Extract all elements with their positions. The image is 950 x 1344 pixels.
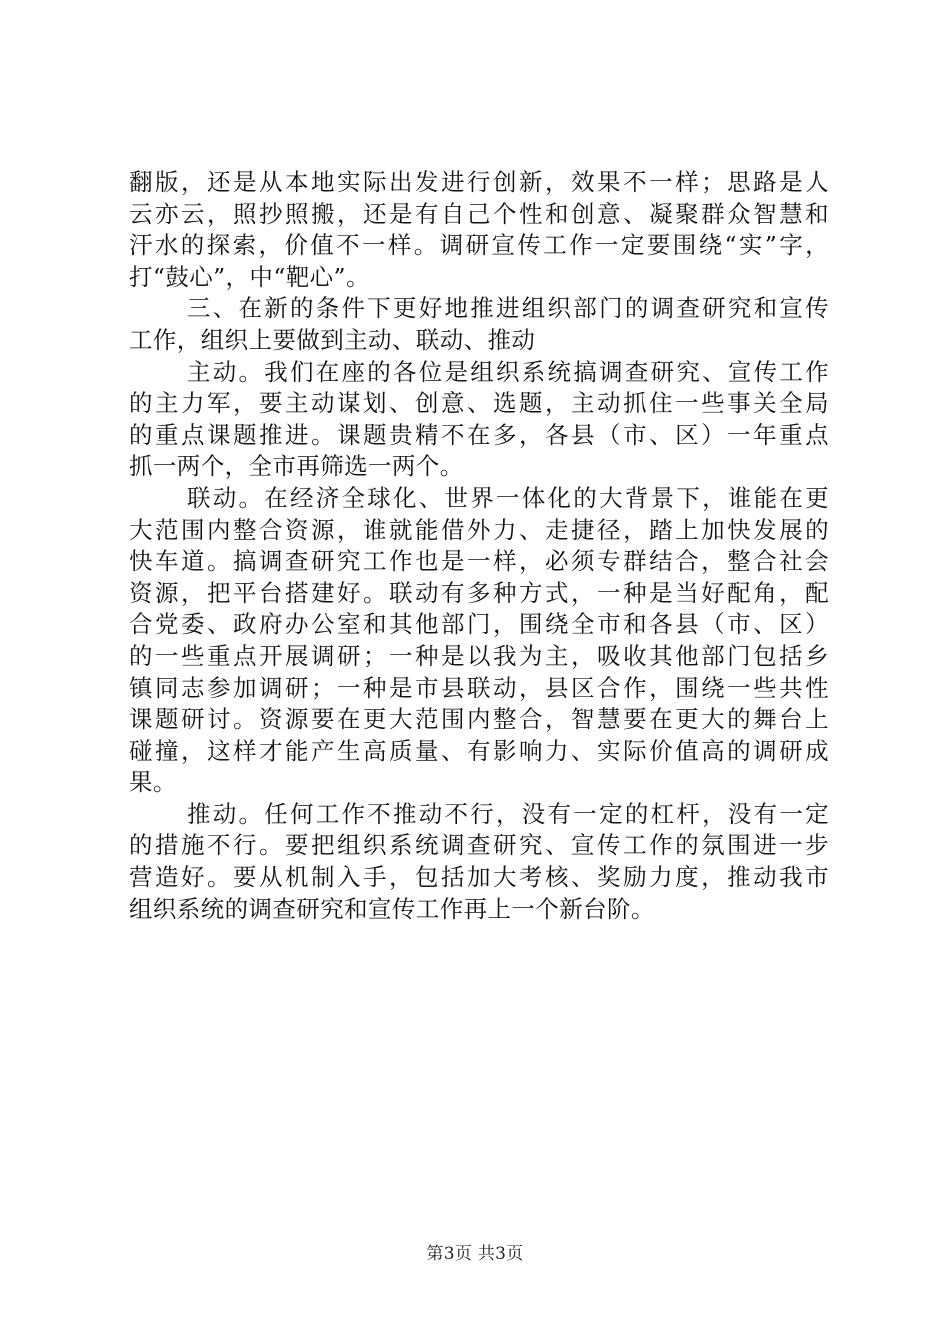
text-line: 联动。在经济全球化、世界一体化的大背景下，谁能在更	[187, 483, 829, 512]
text-line: 大范围内整合资源，谁就能借外力、走捷径，踏上加快发展的	[129, 515, 829, 544]
text-line: 汗水的探索，价值不一样。调研宣传工作一定要围绕“实”字，	[129, 231, 829, 260]
text-line: 的一些重点开展调研；一种是以我为主，吸收其他部门包括乡	[129, 641, 829, 670]
text-line: 的主力军，要主动谋划、创意、选题，主动抓住一些事关全局	[129, 389, 829, 418]
text-line: 推动。任何工作不推动不行，没有一定的杠杆，没有一定	[187, 799, 829, 828]
text-line: 组织系统的调查研究和宣传工作再上一个新台阶。	[129, 894, 655, 923]
text-line: 资源，把平台搭建好。联动有多种方式，一种是当好配角，配	[129, 578, 829, 607]
text-line: 打“鼓心”，中“靶心”。	[129, 262, 370, 291]
text-line: 的重点课题推进。课题贵精不在多，各县（市、区）一年重点	[129, 420, 829, 449]
text-line: 课题研讨。资源要在更大范围内整合，智慧要在更大的舞台上	[129, 705, 829, 734]
text-line: 抓一两个，全市再筛选一两个。	[129, 452, 464, 481]
text-line: 果。	[129, 768, 177, 797]
text-line: 云亦云，照抄照搬，还是有自己个性和创意、凝聚群众智慧和	[129, 199, 829, 228]
text-line: 合党委、政府办公室和其他部门，围绕全市和各县（市、区）	[129, 610, 829, 639]
text-line: 碰撞，这样才能产生高质量、有影响力、实际价值高的调研成	[129, 736, 829, 765]
text-line: 营造好。要从机制入手，包括加大考核、奖励力度，推动我市	[129, 863, 829, 892]
text-line: 翻版，还是从本地实际出发进行创新，效果不一样；思路是人	[129, 168, 829, 196]
text-line: 主动。我们在座的各位是组织系统搞调查研究、宣传工作	[187, 357, 829, 386]
text-line: 的措施不行。要把组织系统调查研究、宣传工作的氛围进一步	[129, 831, 829, 860]
text-line: 三、在新的条件下更好地推进组织部门的调查研究和宣传	[187, 294, 829, 323]
text-line: 快车道。搞调查研究工作也是一样，必须专群结合，整合社会	[129, 547, 829, 576]
text-line: 工作，组织上要做到主动、联动、推动	[129, 325, 536, 354]
document-body	[129, 167, 829, 925]
page-footer: 第3页 共3页	[426, 1244, 524, 1264]
text-line: 镇同志参加调研；一种是市县联动，县区合作，围绕一些共性	[129, 673, 829, 702]
